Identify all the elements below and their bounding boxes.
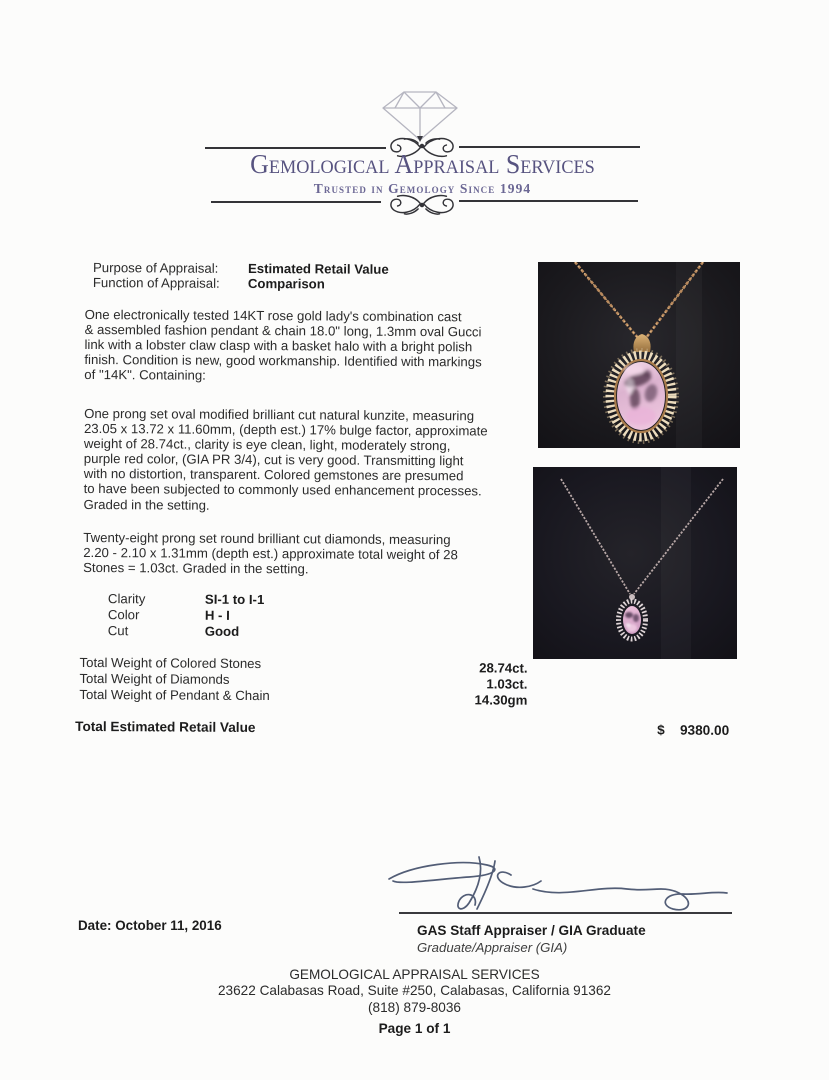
- total-retail-value-amount: 9380.00: [679, 722, 730, 738]
- grade-label: Clarity: [107, 591, 146, 607]
- purpose-label: Purpose of Appraisal:: [92, 260, 219, 276]
- signature-line: [399, 912, 732, 914]
- total-weight-row: [79, 654, 528, 676]
- grade-row: [108, 591, 408, 608]
- function-label: Function of Appraisal:: [92, 275, 220, 291]
- item-description-paragraph: One electronically tested 14KT rose gold lady's combination cast & assembled fashion pendant & chain 18.0" long, 1.3mm oval Gucci link with a lobster claw clasp with a basket halo with a bright polish finish. Condition is new, good workmanship. Identified with markings of "14K". Containing:: [84, 306, 482, 384]
- page-number: Page 1 of 1: [378, 1021, 451, 1036]
- brand-tagline: Trusted in Gemology Since 1994: [313, 181, 532, 196]
- grade-value: Good: [204, 623, 240, 639]
- total-weight-label: Total Weight of Diamonds: [79, 670, 230, 687]
- grade-value: SI-1 to I-1: [204, 591, 265, 608]
- currency-symbol: $: [657, 722, 665, 738]
- full-necklace-photo: [533, 467, 737, 659]
- footer-phone: (818) 879-8036: [368, 1000, 461, 1015]
- brand-title: Gemological Appraisal Services: [250, 149, 595, 179]
- footer-company: GEMOLOGICAL APPRAISAL SERVICES: [289, 967, 540, 982]
- pendant-closeup-photo: [538, 262, 740, 448]
- footer-address: 23622 Calabasas Road, Suite #250, Calabasas, California 91362: [218, 983, 611, 998]
- total-weight-value: 14.30gm: [474, 692, 528, 708]
- signer-credential: Graduate/Appraiser (GIA): [417, 940, 568, 955]
- kunzite-description-paragraph: One prong set oval modified brilliant cut natural kunzite, measuring 23.05 x 13.72 x 11.60mm, (depth est.) 17% bulge factor, approximate weight of 28.74ct., clarity is eye clean, light, moderately strong, purple red color, (GIA PR 3/4), cut is very good. Transmitting light with no distortion, transparent. Colored gemstones are presumed to have been subjected to commonly used enhancement processes. Graded in the setting.: [83, 405, 488, 513]
- appraisal-date: Date: October 11, 2016: [78, 918, 222, 933]
- grade-row: [108, 607, 408, 624]
- grade-row: [108, 623, 408, 640]
- function-value: Comparison: [247, 275, 325, 292]
- diamonds-description-paragraph: Twenty-eight prong set round brilliant cut diamonds, measuring 2.20 - 2.10 x 1.31mm (depth est.) approximate total weight of 28 Stones = 1.03ct. Graded in the setting.: [83, 529, 458, 577]
- grade-label: Cut: [107, 623, 129, 639]
- total-weight-row: [79, 686, 528, 708]
- total-weight-label: Total Weight of Pendant & Chain: [79, 686, 270, 704]
- total-weight-label: Total Weight of Colored Stones: [79, 654, 262, 672]
- grade-label: Color: [107, 607, 140, 623]
- total-weight-row: [79, 670, 528, 692]
- grade-value: H - I: [204, 607, 230, 623]
- signature: [383, 853, 735, 917]
- total-weight-value: 1.03ct.: [486, 676, 528, 692]
- total-weight-value: 28.74ct.: [479, 660, 528, 676]
- total-retail-value-label: Total Estimated Retail Value: [75, 718, 256, 736]
- signer-title: GAS Staff Appraiser / GIA Graduate: [417, 923, 646, 938]
- purpose-value: Estimated Retail Value: [247, 260, 389, 277]
